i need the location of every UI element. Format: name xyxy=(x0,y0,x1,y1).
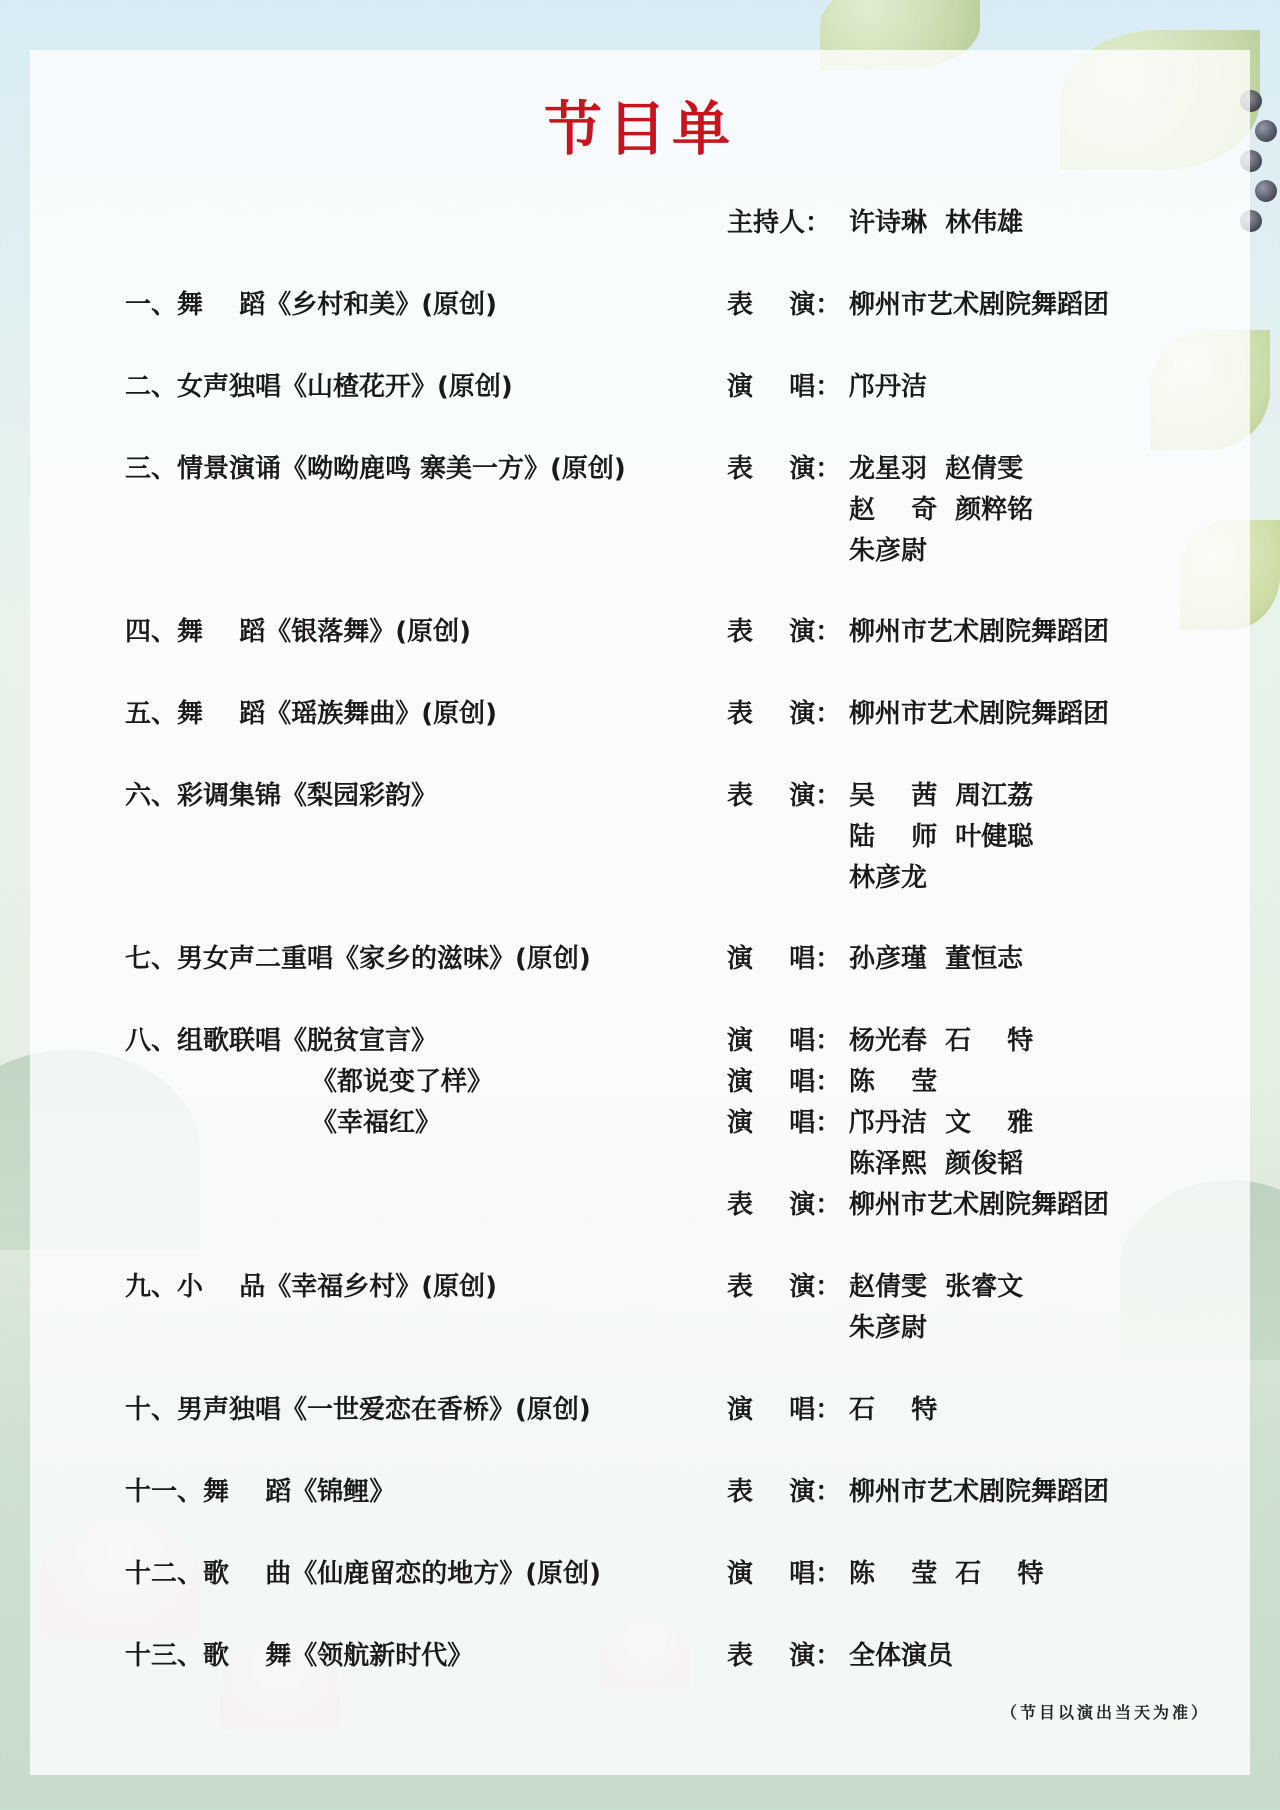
grape-decoration xyxy=(1255,180,1277,202)
performer-names: 柳州市艺术剧院舞蹈团 xyxy=(849,290,1110,320)
performer-names: 赵倩雯 张睿文 xyxy=(849,1272,1024,1302)
performer-names: 柳州市艺术剧院舞蹈团 xyxy=(849,1190,1110,1220)
program-item-11: 十一、舞 蹈《锦鲤》 xyxy=(125,1477,396,1507)
performer-names: 吴 茜 周江荔 xyxy=(849,781,1034,811)
program-item-8-sub: 《幸福红》 xyxy=(311,1108,442,1138)
performer-names: 邝丹洁 文 雅 xyxy=(849,1108,1034,1138)
performer-names: 柳州市艺术剧院舞蹈团 xyxy=(849,1477,1110,1507)
performer-names: 赵 奇 颜粹铭 xyxy=(849,495,1034,525)
performer-names: 龙星羽 赵倩雯 xyxy=(849,454,1024,484)
role-label: 表 演： xyxy=(727,699,842,729)
performer-names: 陆 师 叶健聪 xyxy=(849,822,1034,852)
program-item-12: 十二、歌 曲《仙鹿留恋的地方》(原创) xyxy=(125,1559,601,1589)
performer-names: 陈 莹 石 特 xyxy=(849,1559,1044,1589)
role-label: 演 唱： xyxy=(727,372,842,402)
performer-names: 全体演员 xyxy=(849,1641,954,1671)
performer-names: 朱彦尉 xyxy=(849,1313,928,1343)
role-label: 表 演： xyxy=(727,1272,842,1302)
performer-names: 石 特 xyxy=(849,1395,938,1425)
program-item-4: 四、舞 蹈《银落舞》(原创) xyxy=(125,617,471,647)
program-item-13: 十三、歌 舞《领航新时代》 xyxy=(125,1641,474,1671)
program-item-10: 十、男声独唱《一世爱恋在香桥》(原创) xyxy=(125,1395,591,1425)
page-title: 节目单 xyxy=(543,95,736,163)
performer-names: 陈 莹 xyxy=(849,1067,938,1097)
host-names: 许诗琳 林伟雄 xyxy=(849,208,1024,238)
program-item-6: 六、彩调集锦《梨园彩韵》 xyxy=(125,781,438,811)
program-item-8-sub: 《都说变了样》 xyxy=(311,1067,494,1097)
performer-names: 陈泽熙 颜俊韬 xyxy=(849,1149,1024,1179)
program-item-7: 七、男女声二重唱《家乡的滋味》(原创) xyxy=(125,944,591,974)
role-label: 表 演： xyxy=(727,1190,842,1220)
role-label: 表 演： xyxy=(727,1641,842,1671)
role-label: 演 唱： xyxy=(727,944,842,974)
role-label: 演 唱： xyxy=(727,1108,842,1138)
role-label: 表 演： xyxy=(727,617,842,647)
program-item-5: 五、舞 蹈《瑶族舞曲》(原创) xyxy=(125,699,497,729)
program-item-9: 九、小 品《幸福乡村》(原创) xyxy=(125,1272,497,1302)
role-label: 表 演： xyxy=(727,1477,842,1507)
program-item-8: 八、组歌联唱《脱贫宣言》 xyxy=(125,1026,438,1056)
role-label: 演 唱： xyxy=(727,1559,842,1589)
role-label: 演 唱： xyxy=(727,1067,842,1097)
role-label: 演 唱： xyxy=(727,1026,842,1056)
program-item-1: 一、舞 蹈《乡村和美》(原创) xyxy=(125,290,497,320)
performer-names: 朱彦尉 xyxy=(849,536,928,566)
footnote: （节目以演出当天为准） xyxy=(1000,1703,1210,1722)
performer-names: 柳州市艺术剧院舞蹈团 xyxy=(849,617,1110,647)
performer-names: 杨光春 石 特 xyxy=(849,1026,1034,1056)
role-label: 演 唱： xyxy=(727,1395,842,1425)
performer-names: 邝丹洁 xyxy=(849,372,928,402)
performer-names: 林彦龙 xyxy=(849,863,928,893)
performer-names: 柳州市艺术剧院舞蹈团 xyxy=(849,699,1110,729)
host-label: 主持人： xyxy=(727,208,832,238)
performer-names: 孙彦瑾 董恒志 xyxy=(849,944,1024,974)
program-item-3: 三、情景演诵《呦呦鹿鸣 寨美一方》(原创) xyxy=(125,454,626,484)
role-label: 表 演： xyxy=(727,454,842,484)
program-item-2: 二、女声独唱《山楂花开》(原创) xyxy=(125,372,513,402)
role-label: 表 演： xyxy=(727,290,842,320)
role-label: 表 演： xyxy=(727,781,842,811)
